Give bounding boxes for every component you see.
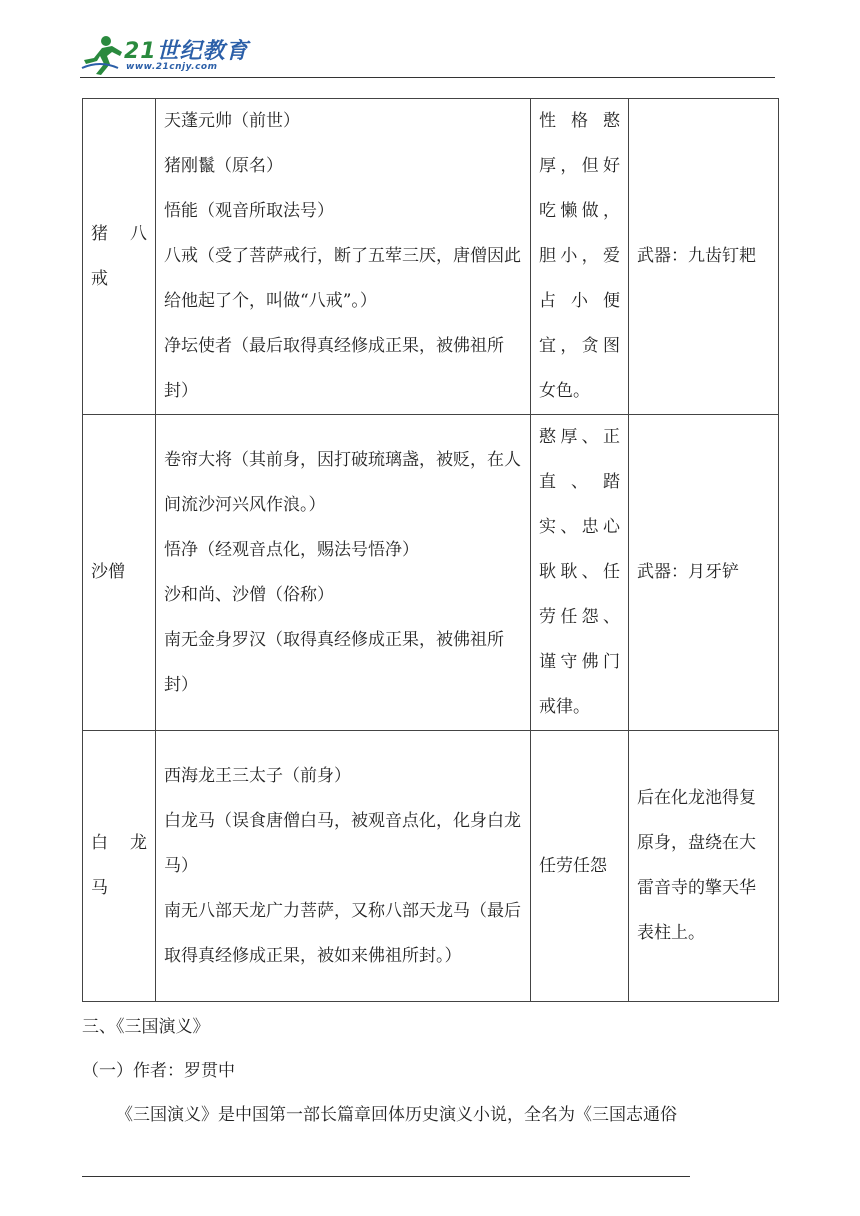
table-row [83,731,779,1002]
character-trait: 任劳任怨 [531,731,629,1002]
character-name: 猪 八戒 [83,99,156,415]
title-line: 南无金身罗汉（取得真经修成正果，被佛祖所封） [164,629,504,695]
character-trait: 性格憨厚，但好吃懒做，胆小，爱占小便宜，贪图女色。 [531,99,629,415]
paragraph: 《三国演义》是中国第一部长篇章回体历史演义小说，全名为《三国志通俗 [116,1105,677,1125]
character-name: 白 龙马 [83,731,156,1002]
table-row [83,415,779,731]
section-title: 三、《三国演义》 [82,1017,210,1037]
character-other: 武器：月牙铲 [629,415,779,731]
section-subtitle: （一）作者：罗贯中 [82,1061,235,1081]
logo-url: www.21cnjy.com [126,62,218,72]
character-titles [156,99,531,415]
page-header [80,28,775,78]
title-line: 天蓬元帅（前世） [164,111,300,131]
title-line: 猪刚鬣（原名） [164,156,283,176]
character-other: 武器：九齿钉耙 [629,99,779,415]
title-line: 卷帘大将（其前身，因打破琉璃盏，被贬，在人间流沙河兴风作浪。） [164,449,521,515]
runner-logo-icon [80,34,124,76]
title-line: 净坛使者（最后取得真经修成正果，被佛祖所封） [164,336,504,401]
character-trait: 憨厚、正直、踏实、忠心耿耿、任劳任怨、谨守佛门戒律。 [531,415,629,731]
logo-title: 21世纪教育 [124,39,249,64]
logo [80,32,250,76]
title-line: 白龙马（误食唐僧白马，被观音点化，化身白龙马） [164,810,521,876]
character-titles [156,415,531,731]
title-line: 西海龙王三太子（前身） [164,765,351,786]
title-line: 八戒（受了菩萨戒行，断了五荤三厌，唐僧因此给他起了个，叫做“八戒”。） [164,246,521,311]
title-line: 南无八部天龙广力菩萨，又称八部天龙马（最后取得真经修成正果，被如来佛祖所封。） [164,900,521,966]
footer-divider [82,1176,690,1177]
title-line: 悟能（观音所取法号） [164,201,334,221]
characters-table [82,98,779,1002]
header-divider [80,77,775,78]
character-name: 沙僧 [83,415,156,731]
table-row [83,99,779,415]
title-line: 沙和尚、沙僧（俗称） [164,584,334,605]
character-other: 后在化龙池得复原身，盘绕在大雷音寺的擎天华表柱上。 [629,731,779,1002]
character-titles [156,731,531,1002]
title-line: 悟净（经观音点化，赐法号悟净） [164,539,419,560]
